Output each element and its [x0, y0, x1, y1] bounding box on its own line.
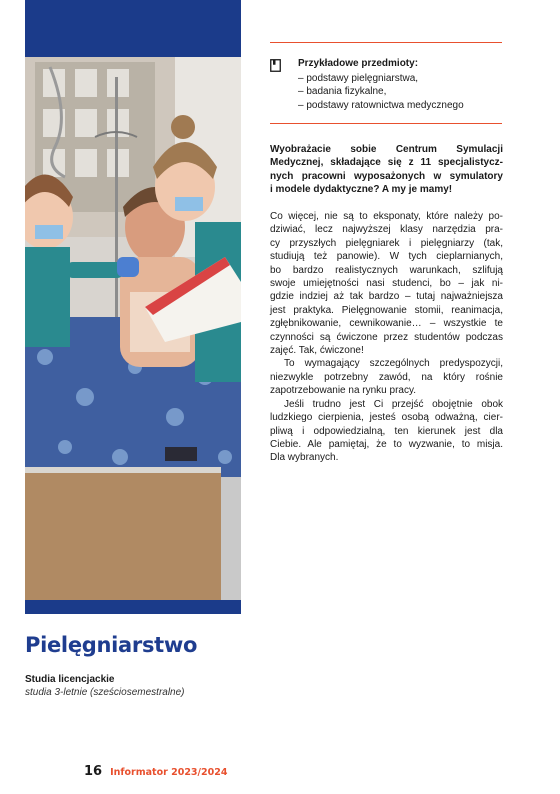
degree-duration: studia 3-letnie (sześciosemestralne) [25, 687, 185, 698]
body-line: dziwiać, lecz najwyższej klasy narzędzia pra- [270, 224, 503, 236]
body-line: Co więcej, nie są to eksponaty, które należy po- [270, 211, 503, 222]
subject-item: – podstawy ratownictwa medycznego [298, 99, 464, 111]
page-title: Pielęgniarstwo [25, 633, 198, 657]
body-line: pliwą i odpowiedzialną, ten kierunek jest dla [270, 425, 503, 437]
subject-item: – podstawy pielęgniarstwa, [298, 73, 419, 84]
body-line: bo bardzo realistycznych warunkach, szlifują [270, 264, 503, 276]
body-line: zgłębnikowanie, cewnikowanie… – wszystkie te [270, 318, 503, 330]
footer-label: Informator 2023/2024 [110, 767, 228, 778]
body-line: zajęć. Tak, ćwiczone! [270, 345, 364, 357]
top-divider [270, 42, 502, 43]
book-icon [270, 59, 281, 72]
body-line: ludzkiego cierpienia, jesteś osobą odważną, cier- [270, 412, 503, 424]
page-number: 16 [84, 764, 103, 779]
subjects-heading: Przykładowe przedmioty: [298, 58, 419, 69]
body-text [270, 210, 503, 465]
subject-item: – badania fizykalne, [298, 86, 387, 98]
lead-line: Medycznej, składające się z 11 specjalistycz- [270, 157, 503, 169]
photo-illustration [25, 57, 241, 600]
body-line: To wymagający szczególnych predyspozycji, [284, 358, 503, 370]
body-line: gdzie indziej aż tak bardzo – tutaj najważniejsza [270, 291, 503, 303]
body-line: zapotrzebowanie na rynku pracy. [270, 385, 417, 397]
body-line: swoje umiejętności nasi studenci, bo – jak ni- [270, 278, 503, 290]
body-line: Jeśli trudno jest Ci przejść obojętnie obok [284, 398, 503, 410]
body-line: cy przyszłych pielęgniarek i pielęgniarzy (tak, [270, 237, 503, 249]
photo-frame [25, 0, 241, 614]
body-line: jest praktyka. Pielęgnowanie stomii, reanimacja, [270, 304, 503, 316]
nursing-simulation-photo [25, 57, 241, 600]
lead-line: Wyobrażacie sobie Centrum Symulacji [270, 144, 503, 155]
page-footer [84, 764, 227, 779]
body-line: czynności są ćwiczone przez studentów podczas [270, 331, 503, 343]
body-line: Dla wybranych. [270, 452, 339, 464]
body-line: Ciebie. Ale pamiętaj, że to wyzwanie, to misja. [270, 438, 503, 450]
middle-divider [270, 123, 502, 124]
lead-paragraph [270, 143, 503, 197]
body-line: studiują też panowie). W tych cieplarnianych, [270, 251, 503, 263]
degree-type: Studia licencjackie [25, 674, 115, 685]
body-line: niezwykle potrzebny zawód, na który rośnie [270, 371, 503, 383]
subjects-list [298, 72, 464, 112]
lead-line: i modele dydaktyczne? A my je mamy! [270, 184, 453, 196]
lead-line: nych pracowni wyposażonych w symulatory [270, 170, 503, 182]
